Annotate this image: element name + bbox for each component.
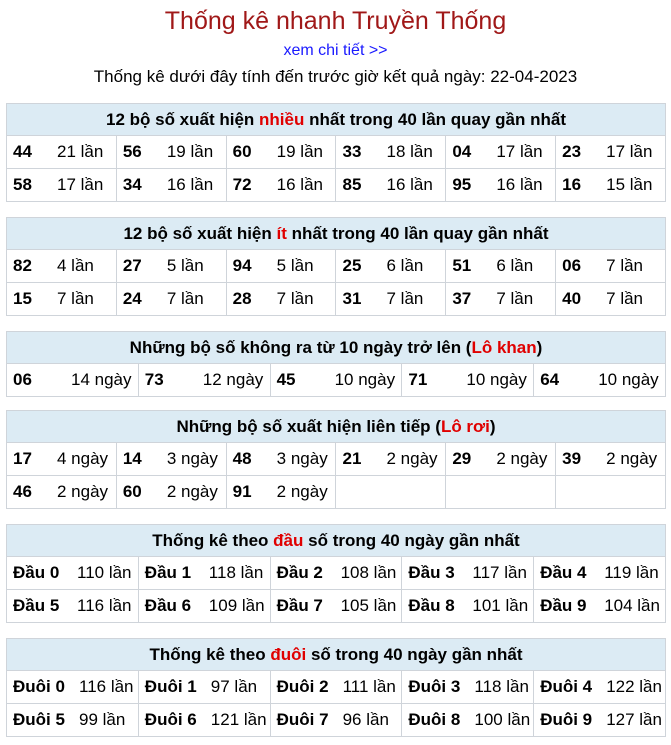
stat-count: 7 lần [57, 289, 94, 308]
stat-count: 3 ngày [166, 449, 218, 468]
stat-number: 60 [232, 142, 252, 161]
stat-cell [7, 704, 139, 737]
stat-count: 7 lần [606, 289, 644, 308]
heading-text: 12 bộ số xuất hiện [123, 223, 277, 243]
stat-number: 45 [276, 370, 296, 389]
heading-text: ) [536, 337, 543, 357]
stat-count: 19 lần [166, 142, 214, 161]
stat-number: 85 [342, 175, 362, 194]
stat-count: 2 ngày [386, 449, 438, 468]
stat-number: 28 [232, 289, 252, 308]
stat-number: Đầu 1 [144, 563, 192, 582]
stat-count: 116 lần [79, 677, 134, 696]
stat-number: 58 [13, 175, 32, 194]
stats-table [6, 638, 666, 737]
stat-cell [336, 476, 446, 509]
stat-cell [7, 443, 117, 476]
stat-count: 10 ngày [466, 370, 527, 389]
stat-count: 2 ngày [496, 449, 548, 468]
stat-number: Đuôi 6 [144, 710, 197, 729]
stat-number: 48 [232, 449, 252, 468]
stat-cell [116, 476, 226, 509]
stats-table [6, 103, 666, 202]
stat-count: 17 lần [496, 142, 543, 161]
stat-cell [402, 590, 534, 623]
stat-count: 117 lần [472, 563, 527, 582]
table-row [7, 590, 666, 623]
heading-text: số trong 40 ngày gần nhất [306, 644, 523, 664]
stat-cell [336, 136, 446, 169]
stat-count: 7 lần [276, 289, 314, 308]
section-heading [7, 104, 666, 136]
stat-count: 7 lần [496, 289, 534, 308]
stat-cell [534, 671, 666, 704]
stat-cell [7, 671, 139, 704]
table-row [7, 169, 666, 202]
stat-count: 2 ngày [606, 449, 658, 468]
page-title: Thống kê nhanh Truyền Thống [164, 7, 507, 35]
section-heading [7, 332, 666, 364]
stat-cell [138, 671, 270, 704]
stat-count: 14 ngày [71, 370, 132, 389]
stat-number: Đầu 3 [408, 563, 455, 582]
heading-highlight: Lô khan [471, 337, 537, 357]
stat-number: Đầu 4 [540, 563, 587, 582]
stat-number: 40 [562, 289, 582, 308]
stat-number: 15 [13, 289, 32, 308]
section-heading [7, 525, 666, 557]
page-subtitle: Thống kê dưới đây tính đến trước giờ kết quả ngày: 22-04-2023 [93, 67, 578, 86]
stat-cell [446, 476, 556, 509]
table-row [7, 250, 666, 283]
stat-cell [226, 476, 336, 509]
stat-cell [556, 169, 666, 202]
stat-count: 127 lần [606, 710, 662, 729]
stat-cell [534, 557, 666, 590]
stat-cell [534, 364, 666, 397]
stat-count: 99 lần [79, 710, 126, 729]
stat-number: 39 [562, 449, 582, 468]
stat-number: 64 [540, 370, 560, 389]
heading-text: số trong 40 ngày gần nhất [303, 530, 520, 550]
stat-cell [446, 169, 556, 202]
stat-number: 06 [13, 370, 32, 389]
stat-cell [226, 443, 336, 476]
heading-text: Thống kê theo [152, 530, 274, 550]
stat-count: 122 lần [606, 677, 662, 696]
stat-count: 109 lần [208, 596, 265, 615]
stat-cell [556, 476, 666, 509]
stat-count: 116 lần [77, 596, 132, 615]
stat-number: 04 [452, 142, 472, 161]
stat-number: 73 [144, 370, 164, 389]
heading-text: nhất trong 40 lần quay gần nhất [304, 109, 567, 129]
stat-number: 25 [342, 256, 362, 275]
stats-table [6, 331, 666, 397]
stat-count: 119 lần [604, 563, 659, 582]
stats-table [6, 410, 666, 509]
stat-number: 34 [122, 175, 142, 194]
stat-cell [336, 250, 446, 283]
stat-count: 2 ngày [276, 482, 328, 501]
detail-link[interactable]: xem chi tiết >> [283, 42, 388, 59]
stat-number: Đầu 6 [144, 596, 192, 615]
stat-cell [116, 136, 226, 169]
stat-number: Đầu 7 [276, 596, 323, 615]
table-row [7, 364, 666, 397]
table-row [7, 476, 666, 509]
stat-number: 60 [122, 482, 142, 501]
heading-text: Thống kê theo [149, 644, 271, 664]
table-row [7, 704, 666, 737]
stat-cell [7, 169, 117, 202]
stat-cell [270, 557, 402, 590]
stat-count: 104 lần [604, 596, 660, 615]
stat-count: 21 lần [57, 142, 104, 161]
stat-cell [226, 169, 336, 202]
stat-count: 96 lần [342, 710, 389, 729]
stat-count: 10 ngày [598, 370, 659, 389]
stat-number: Đuôi 8 [408, 710, 461, 729]
stat-count: 2 ngày [57, 482, 109, 501]
stat-number: 46 [13, 482, 32, 501]
stat-cell [116, 169, 226, 202]
stat-number: 37 [452, 289, 472, 308]
stat-count: 19 lần [276, 142, 323, 161]
stat-count: 16 lần [386, 175, 433, 194]
heading-text: ) [489, 416, 496, 436]
stat-count: 110 lần [77, 563, 132, 582]
stat-count: 17 lần [57, 175, 104, 194]
stat-number: Đầu 8 [408, 596, 455, 615]
stat-cell [7, 283, 117, 316]
heading-highlight: đuôi [270, 644, 307, 664]
stat-number: 51 [452, 256, 472, 275]
stat-count: 5 lần [166, 256, 204, 275]
stat-cell [7, 364, 139, 397]
stat-cell [7, 476, 117, 509]
stat-number: 95 [452, 175, 472, 194]
stat-count: 12 ngày [202, 370, 264, 389]
stat-cell [402, 557, 534, 590]
stat-cell [446, 443, 556, 476]
stat-number: Đuôi 2 [276, 677, 329, 696]
stat-count: 18 lần [386, 142, 433, 161]
stat-count: 100 lần [474, 710, 531, 729]
stat-number: Đầu 2 [276, 563, 323, 582]
stat-cell [534, 704, 666, 737]
table-row [7, 557, 666, 590]
stat-cell [138, 364, 270, 397]
stat-cell [116, 443, 226, 476]
stat-number: 91 [232, 482, 252, 501]
stat-cell [226, 250, 336, 283]
stat-count: 4 ngày [57, 449, 109, 468]
table-row [7, 136, 666, 169]
stat-cell [402, 704, 534, 737]
stat-count: 97 lần [210, 677, 258, 696]
stat-cell [446, 283, 556, 316]
table-row [7, 283, 666, 316]
stat-cell [402, 671, 534, 704]
stat-cell [446, 250, 556, 283]
stat-cell [556, 283, 666, 316]
stat-count: 16 lần [166, 175, 214, 194]
stat-cell [7, 557, 139, 590]
stat-count: 118 lần [474, 677, 529, 696]
stat-cell [270, 704, 402, 737]
stat-count: 5 lần [276, 256, 314, 275]
stat-number: 27 [122, 256, 142, 275]
section-heading [7, 218, 666, 250]
heading-text: 12 bộ số xuất hiện [105, 109, 260, 129]
stat-number: 16 [562, 175, 582, 194]
stat-count: 6 lần [496, 256, 534, 275]
stat-number: Đầu 9 [540, 596, 587, 615]
stat-cell [270, 364, 402, 397]
stat-number: Đuôi 5 [13, 710, 65, 729]
stat-number: Đuôi 9 [540, 710, 593, 729]
stats-table [6, 217, 666, 316]
stat-count: 7 lần [606, 256, 644, 275]
stat-cell [534, 590, 666, 623]
stat-number: Đuôi 1 [144, 677, 197, 696]
stat-count: 7 lần [386, 289, 424, 308]
stat-cell [336, 169, 446, 202]
stat-number: Đầu 5 [13, 596, 60, 615]
stat-number: Đầu 0 [13, 563, 60, 582]
stat-cell [138, 704, 270, 737]
stat-number: 82 [13, 256, 32, 275]
stat-cell [226, 136, 336, 169]
stat-cell [336, 443, 446, 476]
stat-count: 121 lần [210, 710, 267, 729]
stat-count: 15 lần [606, 175, 653, 194]
stat-number: 31 [342, 289, 362, 308]
stat-number: 29 [452, 449, 472, 468]
stat-count: 7 lần [166, 289, 204, 308]
stat-number: 44 [13, 142, 32, 161]
heading-text: Những bộ số xuất hiện liên tiếp ( [176, 416, 441, 436]
stat-count: 108 lần [340, 563, 397, 582]
stat-number: 21 [342, 449, 362, 468]
stat-number: Đuôi 0 [13, 677, 65, 696]
stat-cell [138, 557, 270, 590]
stat-cell [336, 283, 446, 316]
stat-number: 06 [562, 256, 582, 275]
stat-cell [226, 283, 336, 316]
stat-count: 101 lần [472, 596, 529, 615]
heading-highlight: ít [276, 223, 287, 243]
stat-number: 71 [408, 370, 428, 389]
stat-cell [116, 250, 226, 283]
stat-cell [556, 443, 666, 476]
stat-number: 33 [342, 142, 362, 161]
stat-count: 6 lần [386, 256, 424, 275]
stat-number: 72 [232, 175, 252, 194]
stat-cell [402, 364, 534, 397]
stat-number: Đuôi 7 [276, 710, 329, 729]
stat-cell [556, 136, 666, 169]
stat-count: 16 lần [276, 175, 323, 194]
stat-number: 14 [122, 449, 142, 468]
stat-count: 111 lần [342, 677, 396, 696]
stat-count: 3 ngày [276, 449, 328, 468]
stat-number: 94 [232, 256, 252, 275]
stat-count: 16 lần [496, 175, 543, 194]
stat-cell [446, 136, 556, 169]
stat-count: 4 lần [57, 256, 94, 275]
stat-cell [270, 671, 402, 704]
stat-cell [270, 590, 402, 623]
stat-number: 24 [122, 289, 142, 308]
section-heading [7, 639, 666, 671]
heading-text: Những bộ số không ra từ 10 ngày trở lên ( [129, 337, 472, 357]
stat-cell [556, 250, 666, 283]
stat-count: 17 lần [606, 142, 653, 161]
stat-cell [116, 283, 226, 316]
stat-cell [7, 590, 139, 623]
stats-table [6, 524, 666, 623]
stat-number: Đuôi 4 [540, 677, 593, 696]
stat-number: 23 [562, 142, 582, 161]
stat-cell [138, 590, 270, 623]
stat-number: Đuôi 3 [408, 677, 461, 696]
heading-highlight: Lô rơi [440, 416, 490, 436]
stat-cell [7, 136, 117, 169]
stat-count: 105 lần [340, 596, 397, 615]
heading-text: nhất trong 40 lần quay gần nhất [286, 223, 549, 243]
stat-count: 118 lần [208, 563, 264, 582]
page-header [0, 0, 671, 87]
heading-highlight: nhiều [259, 109, 305, 129]
stat-cell [7, 250, 117, 283]
stat-number: 56 [122, 142, 142, 161]
stat-count: 2 ngày [166, 482, 218, 501]
table-row [7, 443, 666, 476]
stat-count: 10 ngày [334, 370, 396, 389]
heading-highlight: đầu [273, 530, 304, 550]
section-heading [7, 411, 666, 443]
stat-number: 17 [13, 449, 32, 468]
table-row [7, 671, 666, 704]
